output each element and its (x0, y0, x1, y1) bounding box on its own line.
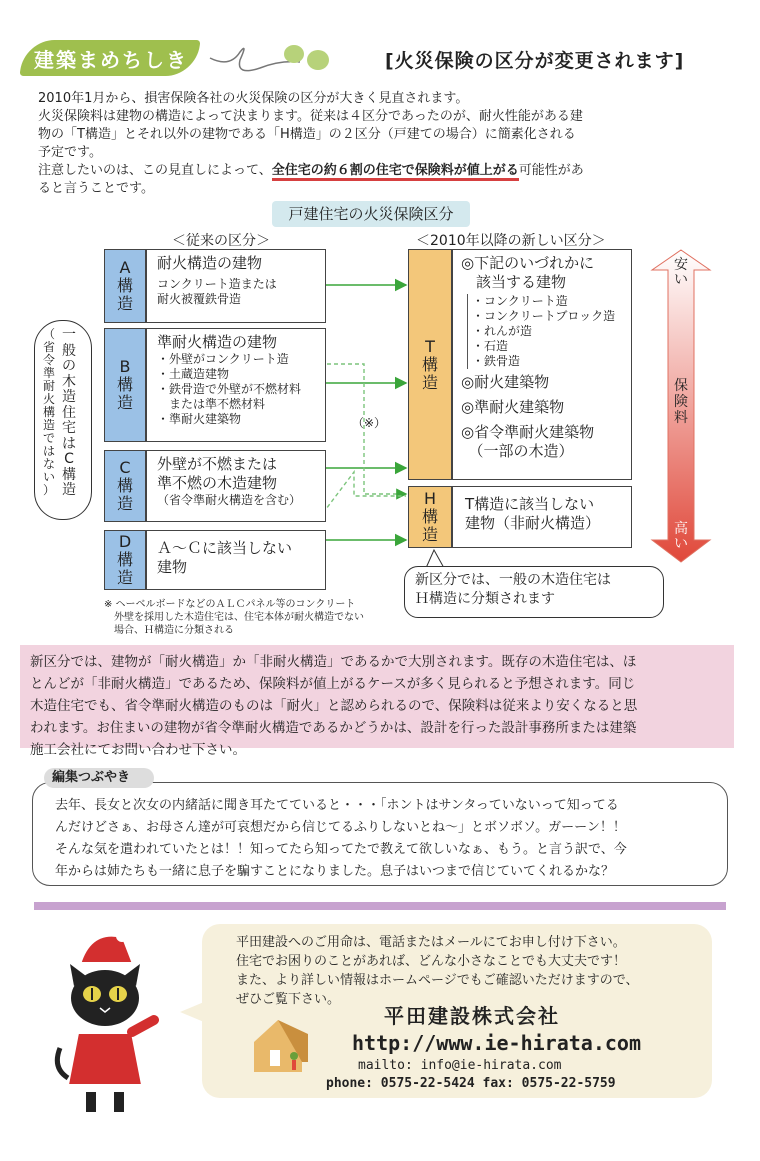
footnote: ※ ヘーベルボードなどのＡＬＣパネル等のコンクリート 外壁を採用した木造住宅は、住宅本体が耐火構造でない 場合、Ｈ構造に分類される (104, 599, 364, 636)
editor-line: 年からは姉たちも一緒に息子を騙すことになりました。息子はいつまで信じていてくれるかな？ (55, 864, 615, 879)
editor-note-box (32, 782, 728, 886)
t-structure-extra: ◎耐火建築物 (461, 373, 550, 391)
d-structure-title: Ａ～Ｃに該当しない (157, 539, 293, 557)
h-structure-label: H 構 造 (408, 486, 452, 548)
t-structure-item: ・石造 (472, 339, 509, 353)
info-bubble (404, 566, 664, 618)
company-name: 平田建設株式会社 (384, 1004, 560, 1028)
summary-line: 新区分では、建物が「耐火構造」か「非耐火構造」であるかで大別されます。既存の木造住宅は、ほ (30, 654, 637, 670)
editor-line: 去年、長女と次女の内緒話に聞き耳たてていると・・・「ホントはサンタっていないって知ってる (55, 798, 619, 813)
summary-line: 施工会社にてお問い合わせ下さい。 (30, 742, 246, 758)
a-structure-box (146, 249, 326, 323)
intro-line (38, 162, 584, 180)
b-structure-sub: ・鉄骨造で外壁が不燃材料 (157, 382, 302, 396)
summary-line: とんどが「非耐火構造」であるため、保険料が値上がるケースが多く見られると予想されます。同じ (30, 676, 636, 692)
bean-icon (307, 50, 329, 70)
summary-line: われます。お住まいの建物が省令準耐火構造であるかどうかは、設計を行った設計事務所または建築 (30, 720, 637, 736)
t-structure-item: ・コンクリート造 (472, 294, 568, 308)
t-structure-item: ・鉄骨造 (472, 354, 521, 368)
c-structure-label: C 構 造 (104, 450, 146, 522)
summary-line: 木造住宅でも、省令準耐火構造のものは「耐火」と認められるので、保険料は従来より安くなると思 (30, 698, 638, 714)
series-title: 建築まめちしき (34, 48, 188, 72)
contact-line: ぜひご覧下さい。 (236, 992, 341, 1007)
t-structure-head: 該当する建物 (461, 273, 567, 291)
intro-line: 火災保険料は建物の構造によって決まります。従来は４区分であったのが、耐火性能がある建 (38, 109, 583, 124)
t-structure-extra: （一部の木造） (461, 442, 574, 460)
page-headline: [火災保険の区分が変更されます] (385, 50, 685, 72)
section-divider (34, 902, 726, 910)
bubble-text: 新区分では、一般の木造住宅は (415, 572, 611, 588)
side-note-text: （ 省 令 準 耐 火 構 造 で は な い ） (42, 327, 55, 497)
t-structure-extra: ◎省令準耐火建築物 (461, 423, 595, 441)
b-structure-sub: または準不燃材料 (157, 397, 266, 411)
side-note-text: 一 般 の 木 造 住 宅 は C 構 造 (62, 327, 76, 498)
santa-cat-illustration (50, 928, 160, 1118)
side-note-sub (40, 328, 58, 497)
b-structure-title: 準耐火構造の建物 (157, 333, 278, 351)
h-structure-box (452, 486, 632, 548)
editor-line: んだけどさぁ、お母さん達が可哀想だから信じてるふりしないとね～」とボソボソ。ガーーン！！ (55, 820, 626, 835)
contact-line: 平田建設へのご用命は、電話またはメールにてお申し付け下さい。 (236, 935, 626, 950)
d-structure-box (146, 530, 326, 590)
b-structure-sub: ・外壁がコンクリート造 (157, 352, 289, 366)
premium-low-label: 安 い (674, 257, 688, 288)
contact-line: また、より詳しい情報はホームページでもご確認いただけますので、 (236, 973, 639, 988)
a-structure-title: 耐火構造の建物 (157, 254, 263, 272)
side-note-main (60, 328, 78, 499)
c-structure-title: 準不燃の木造建物 (157, 474, 278, 492)
b-structure-sub: ・土蔵造建物 (157, 367, 230, 381)
t-structure-extra: ◎準耐火建築物 (461, 398, 565, 416)
website-link[interactable]: http://www.ie-hirata.com (352, 1031, 641, 1055)
t-structure-item: ・コンクリートブロック造 (472, 309, 616, 323)
premium-high-label: 高 い (674, 521, 688, 552)
house-logo-icon (250, 1016, 312, 1074)
intro-text: 可能性があ (518, 163, 584, 178)
c-structure-title: 外壁が不燃または (157, 455, 278, 473)
d-structure-label: D 構 造 (104, 530, 146, 590)
a-structure-sub: 耐火被覆鉄骨造 (157, 292, 242, 306)
c-structure-sub: （省令準耐火構造を含む） (157, 493, 302, 507)
bubble-text: Ｈ構造に分類されます (415, 591, 555, 607)
intro-line: 2010年1月から、損害保険各社の火災保険の区分が大きく見直されます。 (38, 91, 469, 106)
intro-line: 予定です。 (38, 145, 102, 160)
phone-fax: phone: 0575-22-5424 fax: 0575-22-5759 (326, 1076, 616, 1091)
t-structure-label: T 構 造 (408, 249, 452, 480)
intro-highlight: 全住宅の約６割の住宅で保険料が値上がる (272, 163, 519, 181)
premium-label: 保 険 料 (674, 378, 688, 426)
old-heading: ＜従来の区分＞ (172, 233, 270, 249)
c-to-h-dashed-arrow (326, 472, 406, 509)
summary-panel (20, 645, 734, 758)
bean-icon (284, 45, 304, 63)
diagram-title: 戸建住宅の火災保険区分 (272, 201, 470, 227)
speech-tail (180, 1000, 206, 1024)
t-structure-item: ・れんが造 (472, 324, 533, 338)
h-structure-text: 建物（非耐火構造） (465, 514, 601, 532)
d-structure-title: 建物 (157, 558, 188, 576)
b-structure-sub: ・準耐火建築物 (157, 412, 242, 426)
contact-line: 住宅でお困りのことがあれば、どんな小さなことでも大丈夫です！ (236, 954, 627, 969)
b-structure-label: B 構 造 (104, 328, 146, 442)
editor-line: そんな気を遣われていたとは！！知ってたら知ってたで教えて欲しいなぁ、もう。と言う訳で、今 (55, 842, 627, 857)
intro-text: 注意したいのは、この見直しによって、 (38, 163, 272, 178)
new-heading: ＜2010年以降の新しい区分＞ (416, 233, 606, 249)
editor-tag: 編集つぶやき (44, 768, 154, 788)
a-structure-sub: コンクリート造または (157, 277, 277, 291)
reference-mark: （※） (352, 416, 387, 430)
email-link[interactable]: mailto: info@ie-hirata.com (358, 1058, 562, 1073)
vine-decoration (200, 38, 350, 78)
t-structure-head: ◎下記のいづれかに (461, 254, 595, 272)
c-structure-box (146, 450, 326, 522)
a-structure-label: A 構 造 (104, 249, 146, 323)
intro-line: ると言うことです。 (38, 181, 154, 196)
intro-line: 物の「T構造」とそれ以外の建物である「H構造」の２区分（戸建ての場合）に簡素化される (38, 127, 576, 142)
h-structure-text: T構造に該当しない (465, 495, 595, 513)
t-structure-box (452, 249, 632, 480)
b-structure-box (146, 328, 326, 442)
